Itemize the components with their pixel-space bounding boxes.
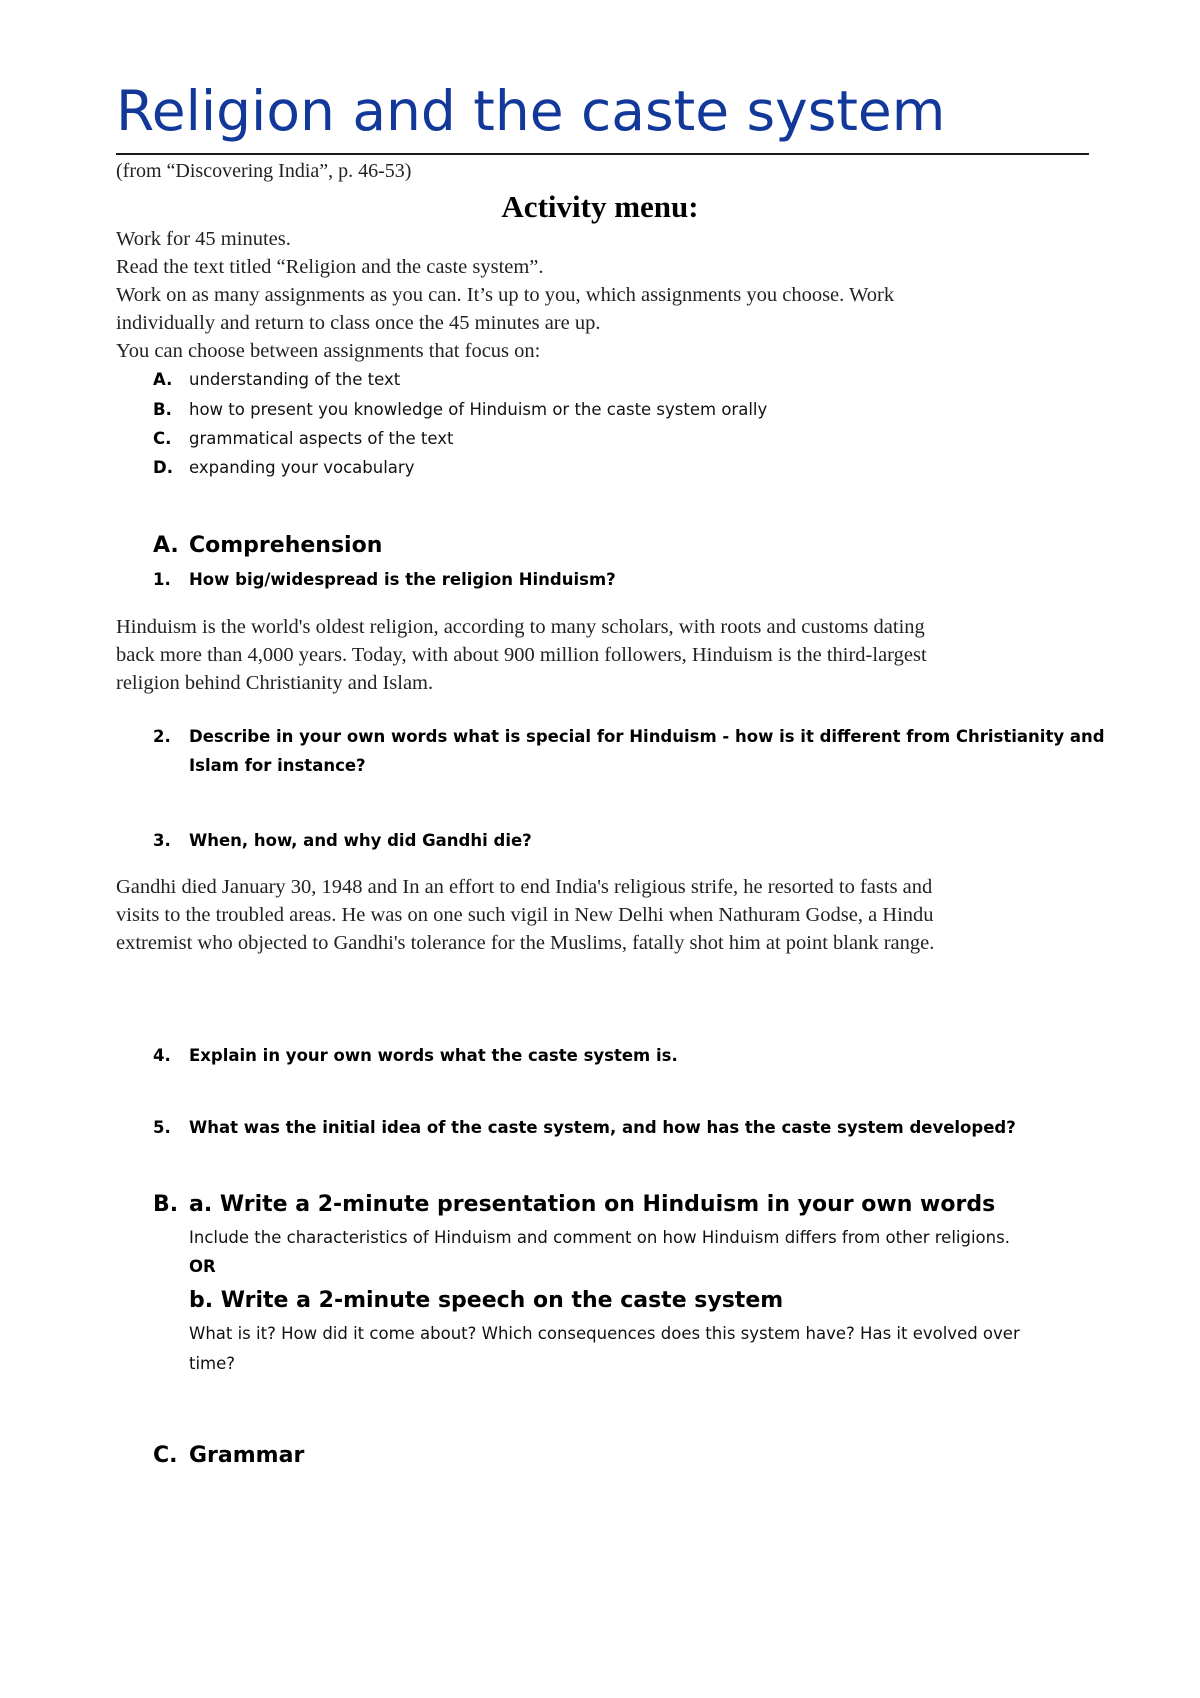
- question-text: Describe in your own words what is special for Hinduism - how is it different from Christianity and: [189, 727, 1105, 746]
- question-number: 2.: [153, 727, 171, 746]
- answer-line: extremist who objected to Gandhi's tolerance for the Muslims, fatally shot him at point blank range.: [116, 932, 935, 954]
- list-item-label: C.: [153, 429, 172, 448]
- list-item: grammatical aspects of the text: [189, 429, 454, 448]
- or-separator: OR: [189, 1257, 216, 1276]
- section-b-option-b-title: b. Write a 2-minute speech on the caste system: [189, 1288, 784, 1313]
- list-item: how to present you knowledge of Hinduism or the caste system orally: [189, 400, 768, 419]
- question-text: When, how, and why did Gandhi die?: [189, 831, 532, 850]
- answer-line: back more than 4,000 years. Today, with about 900 million followers, Hinduism is the third-largest: [116, 644, 927, 666]
- answer-line: religion behind Christianity and Islam.: [116, 672, 434, 694]
- question-text: How big/widespread is the religion Hinduism?: [189, 570, 616, 589]
- section-c-label: C.: [153, 1443, 178, 1468]
- intro-line: Work on as many assignments as you can. It’s up to you, which assignments you choose. Work: [116, 284, 895, 306]
- intro-line: individually and return to class once the 45 minutes are up.: [116, 312, 601, 334]
- list-item-label: A.: [153, 370, 173, 389]
- intro-line: Work for 45 minutes.: [116, 228, 291, 250]
- activity-heading: Activity menu:: [501, 189, 699, 224]
- section-b-option-b-description: What is it? How did it come about? Which consequences does this system have? Has it evolved over: [189, 1324, 1020, 1343]
- question-text: Islam for instance?: [189, 756, 366, 775]
- section-c-title: Grammar: [189, 1443, 305, 1468]
- section-b-option-b-description: time?: [189, 1354, 236, 1373]
- section-a-title: Comprehension: [189, 533, 383, 558]
- section-b-option-a-title: a. Write a 2-minute presentation on Hinduism in your own words: [189, 1192, 996, 1217]
- answer-line: visits to the troubled areas. He was on one such vigil in New Delhi when Nathuram Godse, a Hindu: [116, 904, 934, 926]
- list-item-label: D.: [153, 458, 173, 477]
- question-text: What was the initial idea of the caste system, and how has the caste system developed?: [189, 1118, 1016, 1137]
- title-underline: [116, 153, 1089, 155]
- question-number: 3.: [153, 831, 171, 850]
- question-number: 5.: [153, 1118, 171, 1137]
- answer-line: Gandhi died January 30, 1948 and In an effort to end India's religious strife, he resorted to fasts and: [116, 876, 933, 898]
- list-item-label: B.: [153, 400, 172, 419]
- answer-line: Hinduism is the world's oldest religion, according to many scholars, with roots and customs dating: [116, 616, 925, 638]
- intro-line: You can choose between assignments that focus on:: [116, 340, 541, 362]
- intro-line: Read the text titled “Religion and the caste system”.: [116, 256, 544, 278]
- source-reference: (from “Discovering India”, p. 46-53): [116, 160, 412, 182]
- question-number: 1.: [153, 570, 171, 589]
- question-text: Explain in your own words what the caste system is.: [189, 1046, 678, 1065]
- list-item: understanding of the text: [189, 370, 401, 389]
- section-a-label: A.: [153, 533, 179, 558]
- list-item: expanding your vocabulary: [189, 458, 415, 477]
- section-b-option-a-description: Include the characteristics of Hinduism and comment on how Hinduism differs from other religions.: [189, 1228, 1010, 1247]
- question-number: 4.: [153, 1046, 171, 1065]
- section-b-label: B.: [153, 1192, 179, 1217]
- page-title: Religion and the caste system: [116, 79, 946, 143]
